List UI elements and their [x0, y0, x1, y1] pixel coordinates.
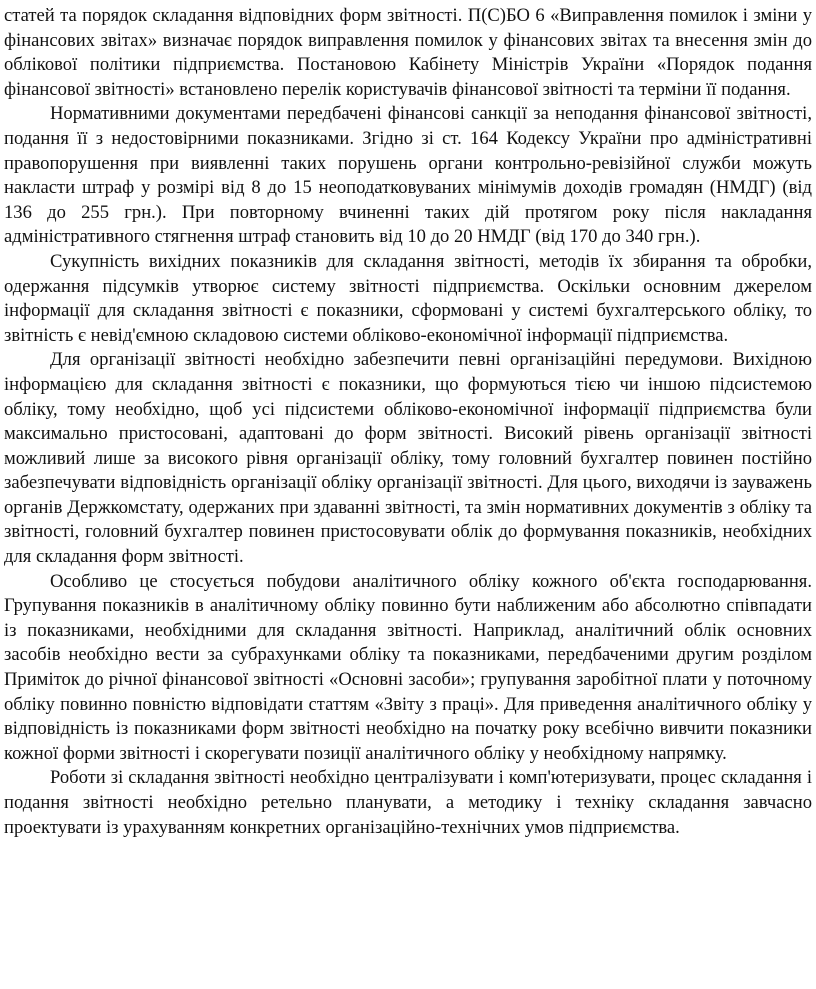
paragraph-reporting-system: Сукупність вихідних показників для складання звітності, методів їх збирання та обробки, одержання підсумків утворює систему звітності підприємства. Оскільки основним джерелом інформації для складання звітності є показники, сформовані у системі бухгалтерського обліку, то звітність є невід'ємною складовою системи обліково-економічної інформації підприємства. [4, 250, 812, 346]
paragraph-centralization: Роботи зі складання звітності необхідно централізувати і комп'ютеризувати, процес складання і подання звітності необхідно ретельно планувати, а методику і техніку складання завчасно проектувати із урахуванням конкретних організаційно-технічних умов підприємства. [4, 767, 812, 838]
paragraph-organization: Для організації звітності необхідно забезпечити певні організаційні передумови. Вихідною інформацією для складання звітності є показники, що формуються тією чи іншою підсистемою обліку, тому необхідно, щоб усі підсистеми обліково-економічної інформації підприємства були максимально пристосовані, адаптовані до форм звітності. Високий рівень організації звітності можливий лише за високого рівня організації обліку, тому головний бухгалтер повинен постійно забезпечувати відповідність організації обліку організації звітності. Для цього, виходячи із зауважень органів Держкомстату, одержаних при здаванні звітності, та змін нормативних документів з обліку та звітності, головний бухгалтер повинен пристосовувати облік до формування показників, необхідних для складання форм звітності. [4, 349, 812, 568]
paragraph-analytical-accounting: Особливо це стосується побудови аналітичного обліку кожного об'єкта господарювання. Групування показників в аналітичному обліку повинно бути наближеним або абсолютно співпадати із показниками, необхідними для складання звітності. Наприклад, аналітичний облік основних засобів необхідно вести за субрахунками обліку та показниками, передбаченими другим розділом Приміток до річної фінансової звітності «Основні засоби»; групування заробітної плати у поточному обліку повинно повністю відповідати статтям «Звіту з праці». Для приведення аналітичного обліку у відповідність із показниками форм звітності необхідно на початку року всебічно вивчити показники кожної форми звітності і скорегувати позиції аналітичного обліку у необхідному напрямку. [4, 570, 812, 764]
paragraph-continuation: статей та порядок складання відповідних форм звітності. П(С)БО 6 «Виправлення помилок і зміни у фінансових звітах» визначає порядок виправлення помилок у фінансових звітах та внесення змін до облікової політики підприємства. Постановою Кабінету Міністрів України «Порядок подання фінансової звітності» встановлено перелік користувачів фінансової звітності та терміни її подання. [4, 5, 812, 100]
paragraph-sanctions: Нормативними документами передбачені фінансові санкції за неподання фінансової звітності, подання її з недостовірними показниками. Згідно зі ст. 164 Кодексу України про адміністративні правопорушення при виявленні таких порушень органи контрольно-ревізійної служби можуть накласти штраф у розмірі від 8 до 15 неоподатковуваних мінімумів доходів громадян (НМДГ) (від 136 до 255 грн.). При повторному вчиненні таких дій протягом року після накладання адміністративного стягнення штраф становить від 10 до 20 НМДГ (від 170 до 340 грн.). [4, 103, 812, 248]
